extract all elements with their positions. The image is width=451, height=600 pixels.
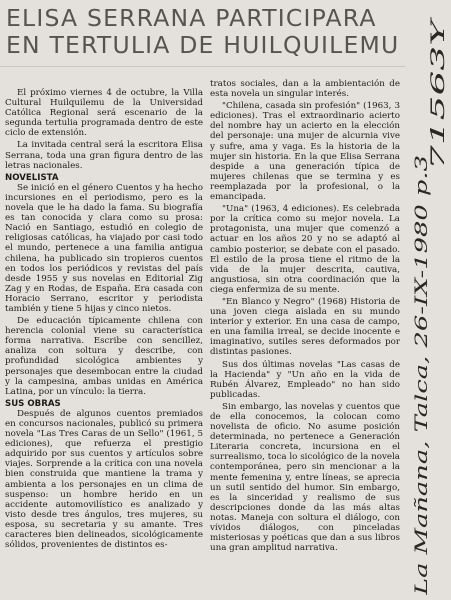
- headline-line-1: ELISA SERRANA PARTICIPARA: [6, 4, 377, 32]
- catalog-number: 71563Y: [427, 97, 447, 170]
- paragraph: Sin embargo, las novelas y cuentos que de ella conocemos, la colocan como novelista de oficio. No asume posición determinada, no pertenece a Generación Literaria concreta, incursiona en el surrealismo, toca lo sicológico de la novela contemporánea, pero sin mencionar a la mente femenina y, entre líneas, se aprecia un sutil sentido del humor. Sin embargo, es la sinceridad y realismo de sus descripciones donde da las más altas notas. Maneja con soltura el diálogo, con vívidos diálogos, con pinceladas misteriosas y poéticas que dan a sus libros una gran amplitud narrativa.: [210, 401, 400, 554]
- headline-line-2: EN TERTULIA DE HUILQUILEMU: [6, 31, 400, 59]
- paragraph: "Una" (1963, 4 ediciones). Es celebrada por la crítica como su mejor novela. La protagonista, una mujer que comenzó a actuar en los años 20 y no se adaptó al cambio posterior, se debate con el pasado. El estilo de la prosa tiene el ritmo de la vida de la mujer descrita, cautiva, angustiosa, sin otra coordinación que la ciega enfermiza de su mente.: [210, 204, 400, 295]
- paragraph: El próximo viernes 4 de octubre, la Villa Cultural Huilquilemu de la Universidad Católica Regional será escenario de la segunda tertulia programada dentro de este ciclo de extensión.: [5, 88, 203, 139]
- source-note: La Mañana, Talca, 26-IX-1980 p.3: [413, 304, 432, 595]
- paragraph: Sus dos últimas novelas "Las casas de la Hacienda" y "Un año en la vida de Rubén Álvarez, Empleado" no han sido publicadas.: [210, 359, 400, 400]
- headline-divider: [0, 66, 405, 67]
- handwritten-annotation-svg: [413, 10, 447, 595]
- paragraph: "En Blanco y Negro" (1968) Historia de una joven ciega aislada en su mundo interior y exterior. En una casa de campo, en una familia irreal, se decide inocente e imaginativo, sutiles seres deformados por distintas pasiones.: [210, 296, 400, 358]
- paragraph: "Chilena, casada sin profesión" (1963, 3 ediciones). Tras el extraordinario acierto del nombre hay un acierto en la elección del personaje: una mujer de alcurnia vive y sufre, ama y vaga. Es la historia de la mujer sin historia. En la que Elisa Serrana despide a una generación típica de mujeres chilenas que se termina y es reemplazada por la profesional, o la emancipada.: [210, 101, 400, 203]
- paragraph: tratos sociales, dan a la ambientación de esta novela un singular interés.: [210, 79, 400, 100]
- paragraph: Después de algunos cuentos premiados en concursos nacionales, publicó su primera novela "Las Tres Caras de un Sello" (1961, 5 ediciones), que refuerza el prestigio adquirido por sus cuentos y artículos sobre viajes. Sorprende a la crítica con una novela bien construida que mantiene la trama y ambienta a los personajes en un clima de suspenso: un hombre herido en un accidente automovilístico es analizado y visto desde tres ángulos, tres mujeres, su esposa, su secretaria y su amante. Tres caracteres bien delineados, sicológicamente sólidos, provenientes de distintos es-: [5, 408, 203, 551]
- article-column-left: [5, 88, 203, 593]
- paragraph: De educación típicamente chilena con herencia colonial viene su característica forma narrativa. Escribe con sencillez, analiza con soltura y describe, con profundidad sicológica ambientes y personajes que desembocan entre la ciudad y la campesina, ambas unidas en América Latina, por un vínculo: la tierra.: [5, 316, 203, 397]
- article-column-right: [210, 79, 400, 584]
- paragraph: La invitada central será la escritora Elisa Serrana, toda una gran figura dentro de las letras nacionales.: [5, 140, 203, 171]
- headline: [6, 5, 401, 59]
- handwritten-annotation: [413, 10, 447, 595]
- paragraph: Se inició en el género Cuentos y ha hecho incursiones en el periodismo, pero es la novela que le ha dado la fama. Su biografía es tan conocida y clara como su prosa: Nació en Santiago, estudió en colegio de religiosas católicas, ha viajado por casi todo el mundo, pertenece a una familia antigua chilena, ha publicado sin tropieros cuentos en todos los periódicos y revistas del país desde 1955 y sus novelas en Editorial Zig Zag y en Rodas, de España. Era casada con Horacio Serrano, escritor y periodista también y tiene 5 hijas y cinco nietos.: [5, 182, 203, 314]
- subheading-novelista: NOVELISTA: [5, 172, 59, 183]
- subheading-sus-obras: SUS OBRAS: [5, 398, 61, 409]
